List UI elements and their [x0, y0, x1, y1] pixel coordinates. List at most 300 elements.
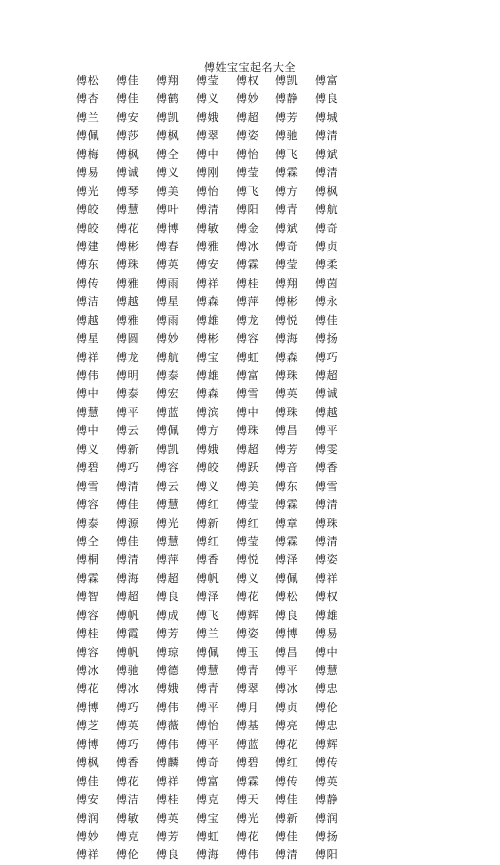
- table-row: [0, 349, 500, 367]
- name-cell: 傅彬: [275, 295, 299, 309]
- name-cell: 傅富: [196, 774, 220, 788]
- name-cell: 傅青: [236, 664, 260, 677]
- name-cell: 傅雄: [196, 369, 220, 382]
- table-row: [0, 791, 500, 809]
- name-cell: 傅祥: [156, 774, 180, 788]
- name-cell: 傅妙: [236, 92, 260, 106]
- table-row: [0, 478, 500, 496]
- name-cell: 傅容: [76, 645, 100, 659]
- name-cell: 傅斌: [315, 147, 339, 161]
- name-cell: 傅传: [76, 276, 100, 290]
- name-cell: 傅霖: [275, 166, 299, 180]
- name-cell: 傅辉: [236, 608, 260, 622]
- name-cell: 傅慧: [76, 405, 100, 419]
- name-cell: 傅章: [275, 516, 299, 530]
- name-cell: 傅琼: [156, 645, 180, 659]
- name-cell: 傅平: [116, 405, 140, 419]
- name-cell: 傅月: [236, 700, 260, 714]
- name-cell: 傅慧: [196, 664, 220, 677]
- name-cell: 傅花: [236, 590, 260, 604]
- name-cell: 傅权: [236, 74, 260, 87]
- name-cell: 傅花: [275, 737, 299, 751]
- name-cell: 傅慧: [156, 534, 180, 548]
- name-cell: 傅莹: [236, 166, 260, 180]
- name-cell: 傅皎: [76, 221, 100, 235]
- name-cell: 傅娥: [196, 110, 220, 124]
- name-cell: 傅永: [315, 295, 339, 309]
- name-cell: 傅虹: [196, 829, 220, 843]
- name-cell: 傅冰: [236, 239, 260, 253]
- table-row: [0, 441, 500, 459]
- name-cell: 傅云: [116, 424, 140, 438]
- name-cell: 傅花: [116, 221, 140, 235]
- table-row: [0, 828, 500, 846]
- name-cell: 傅枫: [156, 129, 180, 143]
- name-cell: 傅清: [315, 129, 339, 143]
- name-cell: 傅佩: [275, 571, 299, 585]
- name-cell: 傅霖: [275, 534, 299, 548]
- name-cell: 傅城: [315, 110, 339, 124]
- name-cell: 傅清: [116, 553, 140, 567]
- table-row: [0, 109, 500, 127]
- name-table: [0, 72, 500, 865]
- table-row: [0, 330, 500, 348]
- table-row: [0, 644, 500, 662]
- name-cell: 傅金: [236, 221, 260, 235]
- name-cell: 傅美: [156, 184, 180, 198]
- name-cell: 傅易: [76, 166, 100, 180]
- name-cell: 傅海: [196, 848, 220, 862]
- table-row: [0, 588, 500, 606]
- name-cell: 傅易: [315, 627, 339, 641]
- name-cell: 傅扬: [315, 829, 339, 843]
- name-cell: 傅皎: [196, 461, 220, 475]
- name-cell: 傅莹: [236, 498, 260, 512]
- name-cell: 傅悦: [236, 553, 260, 567]
- name-cell: 傅珠: [315, 516, 339, 530]
- name-cell: 傅松: [275, 590, 299, 604]
- name-cell: 傅润: [315, 811, 339, 825]
- name-cell: 傅良: [275, 608, 299, 622]
- name-cell: 傅冰: [275, 682, 299, 696]
- name-cell: 傅星: [76, 332, 100, 346]
- name-cell: 傅霞: [116, 627, 140, 641]
- table-row: [0, 90, 500, 108]
- name-cell: 傅香: [315, 461, 339, 475]
- name-cell: 傅红: [275, 756, 299, 770]
- name-cell: 傅义: [196, 479, 220, 493]
- name-cell: 傅英: [116, 719, 140, 733]
- name-cell: 傅光: [76, 184, 100, 198]
- name-cell: 傅光: [236, 811, 260, 825]
- table-row: [0, 275, 500, 293]
- name-cell: 傅佳: [116, 534, 140, 548]
- name-cell: 傅敏: [116, 811, 140, 825]
- name-cell: 傅妙: [76, 829, 100, 843]
- name-cell: 傅博: [76, 737, 100, 751]
- name-cell: 傅香: [116, 756, 140, 770]
- name-cell: 傅莹: [275, 258, 299, 272]
- name-cell: 傅帆: [116, 645, 140, 659]
- name-cell: 傅成: [156, 608, 180, 622]
- name-cell: 傅方: [275, 184, 299, 198]
- table-row: [0, 773, 500, 791]
- name-cell: 傅雅: [116, 313, 140, 327]
- name-cell: 傅佳: [275, 829, 299, 843]
- name-cell: 傅驰: [116, 664, 140, 677]
- table-row: [0, 846, 500, 864]
- name-cell: 傅霖: [236, 258, 260, 272]
- name-cell: 傅花: [76, 682, 100, 696]
- name-cell: 傅娥: [156, 682, 180, 696]
- table-row: [0, 459, 500, 477]
- name-cell: 傅伦: [116, 848, 140, 862]
- name-cell: 傅东: [76, 258, 100, 272]
- name-cell: 傅富: [315, 74, 339, 87]
- name-cell: 傅安: [76, 793, 100, 807]
- name-cell: 傅飞: [236, 184, 260, 198]
- name-cell: 傅圆: [116, 332, 140, 346]
- name-cell: 傅清: [315, 166, 339, 180]
- name-cell: 傅静: [315, 793, 339, 807]
- name-cell: 傅洁: [76, 295, 100, 309]
- name-cell: 傅阳: [315, 848, 339, 862]
- name-cell: 傅慧: [156, 498, 180, 512]
- name-cell: 傅泽: [275, 553, 299, 567]
- name-cell: 傅贞: [315, 239, 339, 253]
- document-title: 傅姓宝宝起名大全: [204, 61, 296, 74]
- name-cell: 傅萍: [236, 295, 260, 309]
- name-cell: 傅敏: [196, 221, 220, 235]
- name-cell: 傅凯: [156, 110, 180, 124]
- name-cell: 傅鹤: [156, 92, 180, 106]
- name-cell: 傅花: [116, 774, 140, 788]
- name-cell: 傅佩: [156, 424, 180, 438]
- name-cell: 傅姿: [236, 129, 260, 143]
- table-row: [0, 422, 500, 440]
- name-cell: 傅飞: [196, 608, 220, 622]
- name-cell: 傅怡: [196, 184, 220, 198]
- name-cell: 傅泽: [196, 590, 220, 604]
- name-cell: 傅玉: [236, 645, 260, 659]
- name-cell: 傅佳: [76, 774, 100, 788]
- name-cell: 傅奇: [275, 239, 299, 253]
- name-cell: 傅雪: [76, 479, 100, 493]
- name-cell: 傅祥: [76, 350, 100, 364]
- name-cell: 傅泰: [116, 387, 140, 401]
- name-cell: 傅森: [275, 350, 299, 364]
- table-row: [0, 662, 500, 680]
- table-row: [0, 238, 500, 256]
- name-cell: 傅霖: [76, 571, 100, 585]
- name-cell: 傅杏: [76, 92, 100, 106]
- name-cell: 傅平: [196, 737, 220, 751]
- name-cell: 傅贞: [275, 700, 299, 714]
- name-cell: 傅芳: [156, 829, 180, 843]
- name-cell: 傅红: [236, 516, 260, 530]
- name-cell: 傅花: [236, 829, 260, 843]
- name-cell: 傅桐: [76, 553, 100, 567]
- name-cell: 傅香: [196, 553, 220, 567]
- name-cell: 傅莎: [116, 129, 140, 143]
- name-cell: 傅航: [156, 350, 180, 364]
- name-cell: 傅碧: [236, 756, 260, 770]
- name-cell: 傅龙: [236, 313, 260, 327]
- name-cell: 傅飞: [275, 147, 299, 161]
- name-cell: 傅方: [196, 424, 220, 438]
- name-cell: 傅虹: [236, 350, 260, 364]
- name-cell: 傅悦: [275, 313, 299, 327]
- name-cell: 傅桂: [156, 793, 180, 807]
- name-cell: 傅海: [275, 332, 299, 346]
- name-cell: 傅怡: [196, 719, 220, 733]
- name-cell: 傅清: [275, 848, 299, 862]
- name-cell: 傅新: [196, 516, 220, 530]
- name-cell: 傅麟: [156, 756, 180, 770]
- name-cell: 傅仝: [156, 147, 180, 161]
- name-cell: 傅阳: [236, 203, 260, 217]
- name-cell: 傅安: [116, 110, 140, 124]
- table-row: [0, 699, 500, 717]
- table-row: [0, 312, 500, 330]
- name-cell: 傅超: [116, 590, 140, 604]
- name-cell: 傅超: [156, 571, 180, 585]
- name-cell: 傅传: [315, 756, 339, 770]
- name-cell: 傅良: [315, 92, 339, 106]
- name-cell: 傅航: [315, 203, 339, 217]
- name-cell: 傅枫: [76, 756, 100, 770]
- name-cell: 傅博: [156, 221, 180, 235]
- name-cell: 傅枫: [116, 147, 140, 161]
- name-cell: 傅博: [76, 700, 100, 714]
- name-cell: 傅伟: [156, 700, 180, 714]
- name-cell: 傅安: [196, 258, 220, 272]
- table-row: [0, 220, 500, 238]
- name-cell: 傅义: [196, 92, 220, 106]
- name-cell: 傅伟: [156, 737, 180, 751]
- table-row: [0, 736, 500, 754]
- name-cell: 傅雪: [236, 387, 260, 401]
- name-cell: 傅翔: [275, 276, 299, 290]
- name-cell: 傅姿: [236, 627, 260, 641]
- name-cell: 傅光: [156, 516, 180, 530]
- name-cell: 傅仝: [76, 534, 100, 548]
- name-cell: 傅中: [76, 387, 100, 401]
- name-cell: 傅佩: [196, 645, 220, 659]
- table-row: [0, 810, 500, 828]
- name-cell: 傅佳: [116, 498, 140, 512]
- name-cell: 傅珠: [275, 405, 299, 419]
- name-cell: 傅中: [76, 424, 100, 438]
- name-cell: 傅枫: [315, 184, 339, 198]
- name-cell: 傅佳: [275, 793, 299, 807]
- name-cell: 傅容: [236, 332, 260, 346]
- name-cell: 傅巧: [116, 700, 140, 714]
- name-cell: 傅清: [116, 479, 140, 493]
- name-cell: 傅刚: [196, 166, 220, 180]
- name-cell: 傅平: [196, 700, 220, 714]
- name-cell: 傅英: [156, 811, 180, 825]
- name-cell: 傅祥: [196, 276, 220, 290]
- table-row: [0, 607, 500, 625]
- table-row: [0, 256, 500, 274]
- name-cell: 傅兰: [196, 627, 220, 641]
- name-cell: 傅克: [196, 793, 220, 807]
- table-row: [0, 680, 500, 698]
- name-cell: 傅慧: [315, 664, 339, 677]
- name-cell: 傅怡: [236, 147, 260, 161]
- name-cell: 傅泰: [156, 369, 180, 382]
- name-cell: 傅凯: [156, 442, 180, 456]
- name-cell: 傅柔: [315, 258, 339, 272]
- name-cell: 傅平: [275, 664, 299, 677]
- name-cell: 傅雨: [156, 276, 180, 290]
- table-row: [0, 496, 500, 514]
- name-cell: 傅义: [236, 571, 260, 585]
- name-cell: 傅建: [76, 239, 100, 253]
- table-row: [0, 146, 500, 164]
- name-cell: 傅翠: [196, 129, 220, 143]
- name-cell: 傅英: [315, 774, 339, 788]
- table-row: [0, 293, 500, 311]
- name-cell: 傅天: [236, 793, 260, 807]
- name-cell: 傅润: [76, 811, 100, 825]
- name-cell: 傅彬: [196, 332, 220, 346]
- name-cell: 傅娥: [196, 442, 220, 456]
- name-cell: 傅芳: [275, 110, 299, 124]
- name-cell: 傅松: [76, 74, 100, 87]
- name-cell: 傅越: [315, 405, 339, 419]
- table-row: [0, 551, 500, 569]
- table-row: [0, 72, 500, 90]
- name-cell: 傅权: [315, 590, 339, 604]
- name-cell: 傅容: [76, 608, 100, 622]
- name-cell: 傅英: [156, 258, 180, 272]
- name-cell: 傅中: [236, 405, 260, 419]
- name-cell: 傅凯: [275, 74, 299, 87]
- name-cell: 傅碧: [76, 461, 100, 475]
- name-cell: 傅彬: [116, 239, 140, 253]
- name-cell: 傅超: [315, 369, 339, 382]
- name-cell: 傅兰: [76, 110, 100, 124]
- name-cell: 傅雨: [156, 313, 180, 327]
- name-cell: 傅茵: [315, 276, 339, 290]
- name-cell: 傅桂: [236, 276, 260, 290]
- name-cell: 傅泰: [76, 516, 100, 530]
- name-cell: 傅越: [116, 295, 140, 309]
- table-row: [0, 183, 500, 201]
- name-cell: 傅佩: [76, 129, 100, 143]
- name-cell: 傅梅: [76, 147, 100, 161]
- name-cell: 傅慧: [116, 203, 140, 217]
- name-cell: 傅博: [275, 627, 299, 641]
- name-cell: 傅叶: [156, 203, 180, 217]
- name-cell: 傅昌: [275, 645, 299, 659]
- name-cell: 傅佳: [116, 74, 140, 87]
- name-cell: 傅音: [275, 461, 299, 475]
- name-cell: 傅佳: [315, 313, 339, 327]
- name-cell: 傅新: [116, 442, 140, 456]
- name-cell: 傅滨: [196, 405, 220, 419]
- name-cell: 傅亮: [275, 719, 299, 733]
- name-cell: 傅伟: [76, 369, 100, 382]
- name-cell: 傅英: [275, 387, 299, 401]
- name-cell: 傅诚: [315, 387, 339, 401]
- name-cell: 傅清: [315, 534, 339, 548]
- name-cell: 傅忠: [315, 719, 339, 733]
- name-cell: 傅海: [116, 571, 140, 585]
- name-cell: 傅雄: [196, 313, 220, 327]
- name-cell: 傅富: [236, 369, 260, 382]
- table-row: [0, 404, 500, 422]
- name-cell: 傅中: [315, 645, 339, 659]
- name-cell: 傅冰: [116, 682, 140, 696]
- name-cell: 傅星: [156, 295, 180, 309]
- name-cell: 傅伟: [236, 848, 260, 862]
- name-cell: 傅森: [196, 387, 220, 401]
- name-cell: 傅义: [76, 442, 100, 456]
- name-cell: 傅巧: [315, 350, 339, 364]
- table-row: [0, 367, 500, 385]
- name-cell: 傅青: [275, 203, 299, 217]
- name-cell: 傅良: [156, 848, 180, 862]
- name-cell: 傅奇: [315, 221, 339, 235]
- table-row: [0, 515, 500, 533]
- name-cell: 傅珠: [275, 369, 299, 382]
- name-cell: 傅超: [236, 110, 260, 124]
- name-cell: 傅妙: [156, 332, 180, 346]
- name-cell: 傅智: [76, 590, 100, 604]
- name-cell: 傅基: [236, 719, 260, 733]
- name-cell: 傅红: [196, 498, 220, 512]
- table-row: [0, 201, 500, 219]
- name-cell: 傅巧: [116, 737, 140, 751]
- name-cell: 傅源: [116, 516, 140, 530]
- name-cell: 傅红: [196, 534, 220, 548]
- name-cell: 傅桂: [76, 627, 100, 641]
- name-cell: 傅云: [156, 479, 180, 493]
- name-cell: 傅越: [76, 313, 100, 327]
- name-cell: 傅洁: [116, 793, 140, 807]
- name-cell: 傅美: [236, 479, 260, 493]
- name-cell: 傅翔: [156, 74, 180, 87]
- name-cell: 傅珠: [236, 424, 260, 438]
- name-cell: 傅良: [156, 590, 180, 604]
- name-cell: 傅辉: [315, 737, 339, 751]
- name-cell: 傅伦: [315, 700, 339, 714]
- name-cell: 傅霖: [236, 774, 260, 788]
- name-cell: 傅斌: [275, 221, 299, 235]
- table-row: [0, 754, 500, 772]
- name-cell: 傅龙: [116, 350, 140, 364]
- name-cell: 傅雅: [116, 276, 140, 290]
- name-cell: 傅春: [156, 239, 180, 253]
- table-row: [0, 127, 500, 145]
- name-cell: 傅宏: [156, 387, 180, 401]
- table-row: [0, 164, 500, 182]
- name-cell: 傅芳: [275, 442, 299, 456]
- name-cell: 傅义: [156, 166, 180, 180]
- name-cell: 傅莹: [196, 74, 220, 87]
- name-cell: 傅雪: [315, 479, 339, 493]
- name-cell: 傅新: [275, 811, 299, 825]
- name-cell: 傅容: [76, 498, 100, 512]
- name-cell: 傅青: [196, 682, 220, 696]
- name-cell: 傅雅: [196, 239, 220, 253]
- table-row: [0, 625, 500, 643]
- name-cell: 傅宝: [196, 350, 220, 364]
- name-cell: 傅珠: [116, 258, 140, 272]
